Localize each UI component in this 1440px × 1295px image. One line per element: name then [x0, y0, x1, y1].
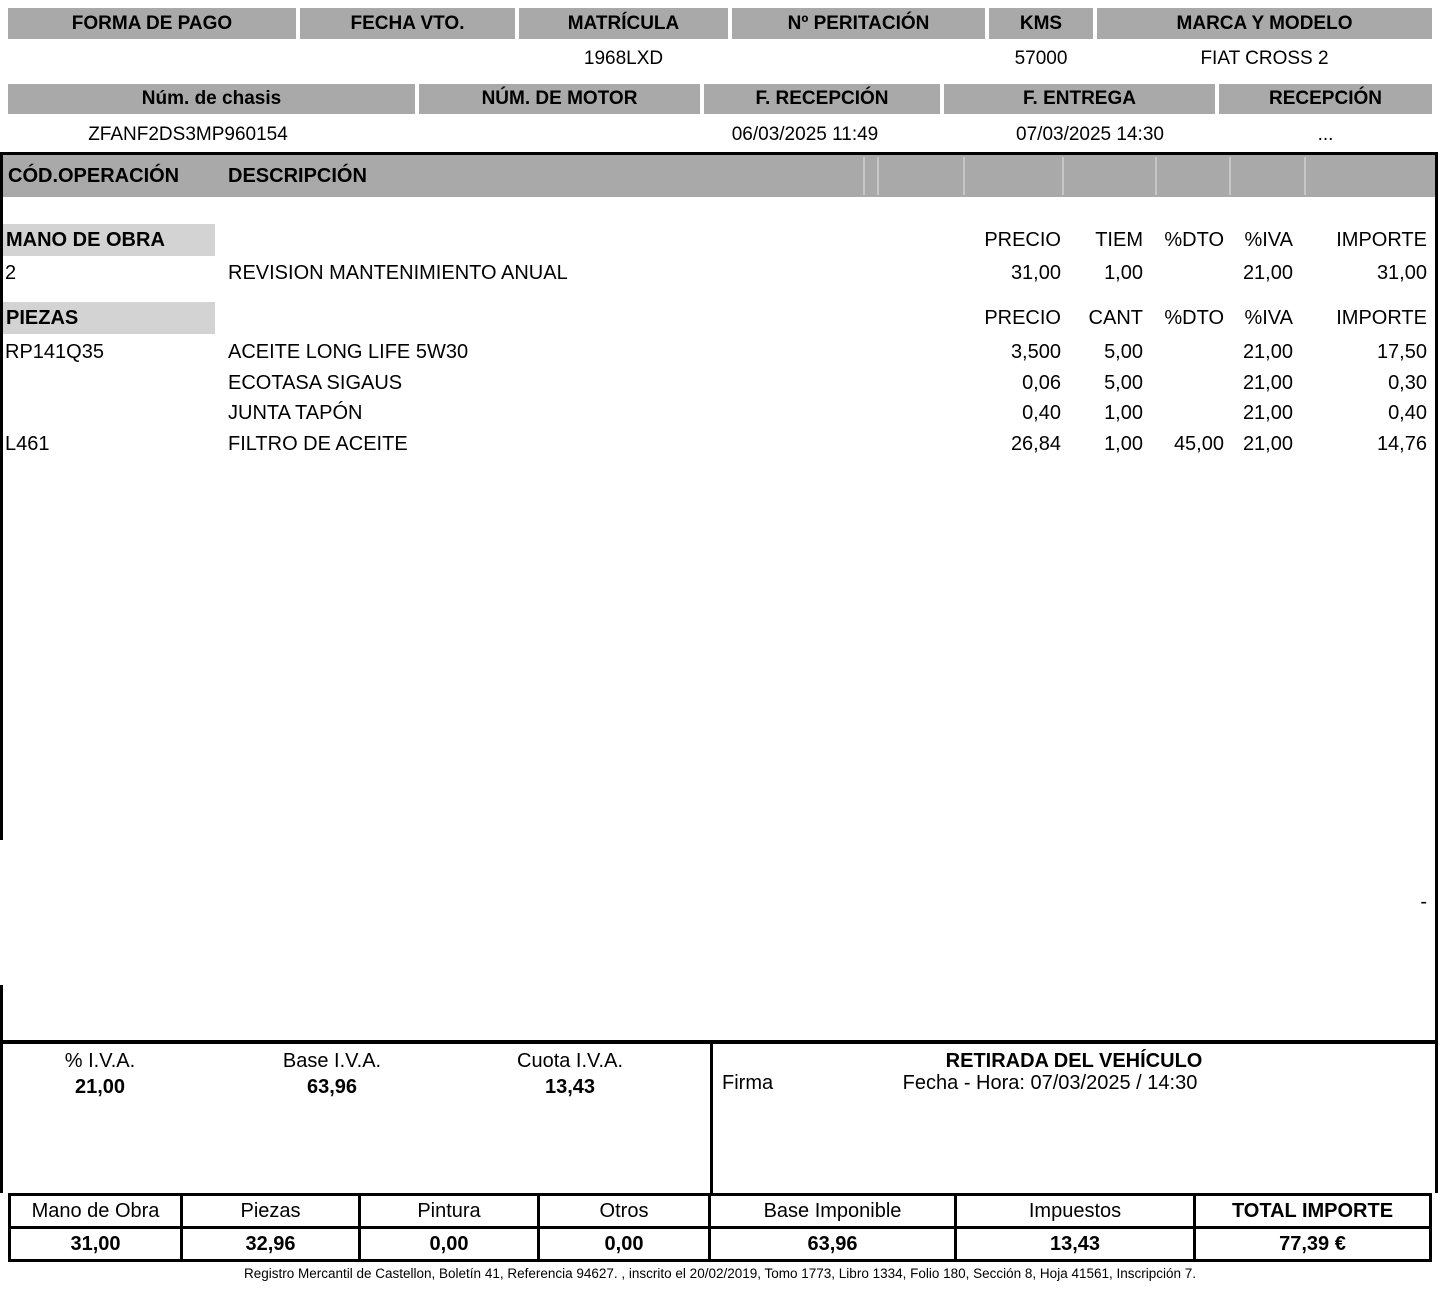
section-label-mano-de-obra: MANO DE OBRA: [3, 224, 215, 256]
iva-pct-label: % I.V.A.: [64, 1050, 136, 1072]
total-value-piezas: 32,96: [180, 1229, 358, 1259]
item-importe: 17,50: [1376, 341, 1427, 363]
col-header-descripcion: DESCRIPCIÓN: [228, 165, 367, 187]
col-header-tiem: TIEM: [1095, 229, 1143, 251]
item-importe: 0,40: [1388, 402, 1427, 424]
labor-row: [0, 258, 1440, 289]
parts-row: [0, 398, 1440, 429]
item-code: 2: [5, 262, 17, 284]
iva-box-right-border: [1435, 1043, 1438, 1193]
cuota-iva-value: 13,43: [544, 1076, 596, 1098]
item-iva: 21,00: [1242, 341, 1293, 363]
total-header-piezas: Piezas: [180, 1196, 358, 1229]
total-header-otros: Otros: [537, 1196, 708, 1229]
item-qty: 1,00: [1104, 402, 1143, 424]
value-num-chasis: ZFANF2DS3MP960154: [88, 124, 288, 145]
total-header-base-imponible: Base Imponible: [708, 1196, 954, 1229]
header-marca-y-modelo: MARCA Y MODELO: [1097, 8, 1432, 39]
item-precio: 3,500: [1010, 341, 1061, 363]
dash-mark: -: [1420, 891, 1427, 913]
col-header-precio: PRECIO: [984, 307, 1061, 329]
value-matricula: 1968LXD: [583, 48, 664, 69]
item-precio: 26,84: [1010, 433, 1061, 455]
item-precio: 0,40: [1022, 402, 1061, 424]
firma-label: Firma: [722, 1072, 774, 1094]
item-iva: 21,00: [1242, 372, 1293, 394]
total-value-mano-de-obra: 31,00: [70, 1233, 121, 1255]
header-num-motor: NÚM. DE MOTOR: [419, 84, 700, 114]
dash-row: [0, 887, 1440, 918]
item-importe: 31,00: [1376, 262, 1427, 284]
value-marca-y-modelo: FIAT CROSS 2: [1200, 48, 1329, 69]
item-iva: 21,00: [1242, 402, 1293, 424]
totals-values-row: [11, 1229, 1429, 1259]
col-header-dto: %DTO: [1164, 229, 1224, 251]
header-f-entrega: F. ENTREGA: [944, 84, 1215, 114]
total-value-total-importe: 77,39 €: [1193, 1229, 1429, 1259]
item-desc: FILTRO DE ACEITE: [228, 433, 408, 455]
parts-row: [0, 337, 1440, 368]
parts-row: [0, 429, 1440, 460]
item-qty: 5,00: [1104, 341, 1143, 363]
total-value-base-imponible: 63,96: [708, 1229, 954, 1259]
col-header-dto: %DTO: [1164, 307, 1224, 329]
value-kms: 57000: [1014, 48, 1068, 69]
total-header-impuestos: Impuestos: [954, 1196, 1193, 1229]
col-header-importe: IMPORTE: [1336, 229, 1427, 251]
cuota-iva-label: Cuota I.V.A.: [517, 1050, 623, 1072]
total-value-otros: 0,00: [537, 1229, 708, 1259]
item-iva: 21,00: [1242, 262, 1293, 284]
value-recepcion: ...: [1317, 124, 1334, 145]
value-f-entrega: 07/03/2025 14:30: [1016, 124, 1164, 145]
header-kms: KMS: [989, 8, 1093, 39]
header-num-peritacion: Nº PERITACIÓN: [732, 8, 985, 39]
item-importe: 0,30: [1388, 372, 1427, 394]
base-iva-label: Base I.V.A.: [282, 1050, 382, 1072]
col-header-cant: CANT: [1088, 307, 1143, 329]
operations-header-bar: [3, 155, 1435, 197]
header-forma-de-pago: FORMA DE PAGO: [8, 8, 296, 39]
retirada-title: RETIRADA DEL VEHÍCULO: [945, 1050, 1203, 1072]
header-separator: [963, 157, 965, 195]
total-value-impuestos: 13,43: [954, 1229, 1193, 1259]
header-matricula: MATRÍCULA: [519, 8, 728, 39]
item-precio: 31,00: [1010, 262, 1061, 284]
item-desc: REVISION MANTENIMIENTO ANUAL: [228, 262, 568, 284]
parts-row: [0, 368, 1440, 399]
item-desc: ECOTASA SIGAUS: [228, 372, 403, 394]
registro-mercantil-footer: Registro Mercantil de Castellon, Boletín 41, Referencia 94627. , inscrito el 20/02/2019, Tomo 1773, Libro 1334, Folio 180, Sección 8, Hoja 41561, Inscripción 7.: [243, 1266, 1197, 1281]
total-header-mano-de-obra: Mano de Obra: [11, 1196, 180, 1229]
item-desc: ACEITE LONG LIFE 5W30: [228, 341, 469, 363]
item-desc: JUNTA TAPÓN: [228, 402, 363, 424]
totals-header-row: [11, 1196, 1429, 1229]
col-header-iva: %IVA: [1244, 229, 1293, 251]
item-qty: 1,00: [1104, 262, 1143, 284]
item-code: RP141Q35: [5, 341, 104, 363]
item-qty: 1,00: [1104, 433, 1143, 455]
item-precio: 0,06: [1022, 372, 1061, 394]
total-header-total-importe: TOTAL IMPORTE: [1193, 1196, 1429, 1229]
item-iva: 21,00: [1242, 433, 1293, 455]
iva-pct-value: 21,00: [74, 1076, 126, 1098]
col-header-precio: PRECIO: [984, 229, 1061, 251]
header-separator: [863, 157, 865, 195]
item-dto: 45,00: [1173, 433, 1224, 455]
total-header-pintura: Pintura: [358, 1196, 537, 1229]
fecha-hora-retirada: Fecha - Hora: 07/03/2025 / 14:30: [902, 1072, 1198, 1094]
main-box-left-border-lower: [0, 985, 3, 1043]
header-separator: [1304, 157, 1306, 195]
item-qty: 5,00: [1104, 372, 1143, 394]
header-num-chasis: Núm. de chasis: [8, 84, 415, 114]
totals-table: [8, 1193, 1432, 1262]
labor-column-headers: [0, 224, 1440, 256]
header-fecha-vto: FECHA VTO.: [300, 8, 515, 39]
header-separator: [1155, 157, 1157, 195]
header-recepcion: RECEPCIÓN: [1219, 84, 1432, 114]
section-label-piezas: PIEZAS: [3, 302, 215, 334]
item-importe: 14,76: [1376, 433, 1427, 455]
value-f-recepcion: 06/03/2025 11:49: [731, 124, 879, 145]
total-value-pintura: 0,00: [358, 1229, 537, 1259]
header-separator: [877, 157, 879, 195]
main-box-bottom-border: [0, 1040, 1438, 1044]
header-separator: [1229, 157, 1231, 195]
header-separator: [1062, 157, 1064, 195]
item-code: L461: [5, 433, 50, 455]
col-header-iva: %IVA: [1244, 307, 1293, 329]
col-header-cod-operacion: CÓD.OPERACIÓN: [8, 165, 180, 187]
parts-column-headers: [0, 302, 1440, 334]
base-iva-value: 63,96: [306, 1076, 358, 1098]
col-header-importe: IMPORTE: [1336, 307, 1427, 329]
header-f-recepcion: F. RECEPCIÓN: [704, 84, 940, 114]
